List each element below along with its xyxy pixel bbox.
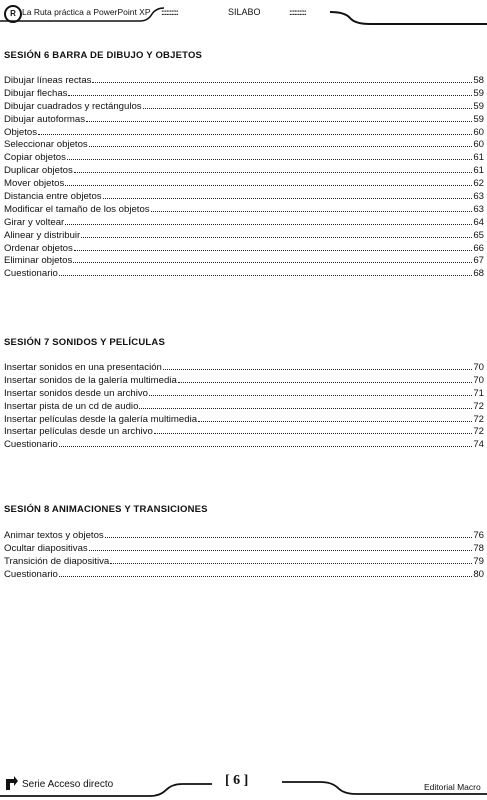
toc-entry-label: Dibujar cuadrados y rectángulos [4,100,142,112]
section-title: SESIÓN 6 BARRA DE DIBUJO Y OBJETOS [4,50,203,61]
header-dots-left: :::::::::: [161,8,178,17]
toc-entry-page: 67 [473,255,484,267]
logo-icon: R [4,5,22,23]
series-name: Serie Acceso directo [22,779,114,790]
toc-entry-label: Dibujar flechas [4,87,68,99]
toc-entry-label: Distancia entre objetos [4,191,102,203]
toc-entry-label: Mover objetos [4,178,65,190]
page-footer [0,770,487,800]
toc-entry-label: Girar y voltear [4,216,65,228]
toc-entry-page: 64 [473,216,484,228]
dot-leader [59,576,472,577]
toc-entry-page: 63 [473,191,484,203]
toc-entry [4,243,484,256]
toc-entry-page: 59 [473,87,484,99]
toc-entry [4,362,484,375]
dot-leader [178,382,473,383]
toc-list [4,75,484,281]
dot-leader [154,433,473,434]
toc-list [4,530,484,582]
toc-entry [4,375,484,388]
dot-leader [68,95,472,96]
toc-entry [4,127,484,140]
toc-entry-label: Insertar sonidos en una presentación [4,362,162,373]
toc-entry [4,388,484,401]
dot-leader [67,159,472,160]
toc-entry [4,543,484,556]
dot-leader [74,172,473,173]
dot-leader [103,198,473,199]
dot-leader [59,275,472,276]
toc-entry [4,152,484,165]
toc-entry [4,217,484,230]
section-title: SESIÓN 8 ANIMACIONES Y TRANSICIONES [4,504,208,515]
toc-entry [4,439,484,452]
toc-entry-page: 78 [473,542,484,554]
dot-leader [151,211,473,212]
section-7 [4,337,484,452]
arrow-icon [5,775,19,791]
toc-entry-page: 59 [473,100,484,112]
toc-entry [4,230,484,243]
toc-entry-label: Dibujar líneas rectas [4,75,92,86]
toc-entry-label: Modificar el tamaño de los objetos [4,203,150,215]
dot-leader [92,82,472,83]
dot-leader [139,408,472,409]
toc-entry-label: Ocultar diapositivas [4,542,88,554]
toc-entry-page: 72 [473,426,484,438]
dot-leader [65,224,472,225]
page-number: [ 6 ] [225,773,249,788]
toc-entry-label: Objetos [4,126,38,138]
toc-entry-label: Cuestionario [4,268,58,280]
toc-entry-page: 60 [473,126,484,138]
toc-entry-label: Insertar sonidos desde un archivo [4,387,148,399]
toc-entry [4,191,484,204]
dot-leader [110,563,472,564]
toc-entry [4,414,484,427]
toc-entry [4,255,484,268]
dot-leader [81,237,472,238]
toc-entry [4,401,484,414]
toc-list [4,362,484,452]
toc-entry-label: Dibujar autoformas [4,113,86,125]
toc-entry-page: 58 [473,75,484,86]
toc-entry-page: 72 [473,413,484,425]
toc-entry-page: 62 [473,178,484,190]
toc-entry [4,530,484,543]
dot-leader [143,108,473,109]
dot-leader [38,134,472,135]
toc-entry-label: Animar textos y objetos [4,530,104,541]
toc-entry-page: 71 [473,387,484,399]
toc-entry-page: 63 [473,203,484,215]
toc-entry [4,114,484,127]
header-dots-right: :::::::::: [289,8,306,17]
toc-entry-page: 74 [473,439,484,451]
toc-entry-page: 61 [473,165,484,177]
section-title: SESIÓN 7 SONIDOS Y PELÍCULAS [4,337,165,348]
toc-entry [4,268,484,281]
toc-entry [4,178,484,191]
dot-leader [89,550,473,551]
toc-entry-page: 79 [473,555,484,567]
section-8 [4,504,484,582]
toc-entry-page: 66 [473,242,484,254]
toc-entry [4,426,484,439]
book-title: La Ruta práctica a PowerPoint XP [22,7,151,17]
toc-entry [4,556,484,569]
toc-entry-page: 61 [473,152,484,164]
toc-entry-page: 72 [473,400,484,412]
dot-leader [198,421,472,422]
dot-leader [149,395,472,396]
dot-leader [74,250,473,251]
toc-entry-label: Transición de diapositiva [4,555,110,567]
toc-entry [4,139,484,152]
toc-entry-page: 65 [473,229,484,241]
toc-entry-page: 70 [473,362,484,373]
toc-entry [4,101,484,114]
toc-entry-page: 76 [473,530,484,541]
toc-entry-label: Ordenar objetos [4,242,73,254]
dot-leader [59,446,472,447]
publisher-name: Editorial Macro [424,782,481,792]
dot-leader [73,262,472,263]
toc-entry-label: Insertar pista de un cd de audio [4,400,139,412]
toc-entry [4,75,484,88]
toc-entry-label: Cuestionario [4,568,58,580]
toc-entry-page: 70 [473,374,484,386]
toc-entry-label: Duplicar objetos [4,165,73,177]
dot-leader [163,369,472,370]
dot-leader [86,121,472,122]
section-6 [4,50,484,281]
toc-entry-page: 80 [473,568,484,580]
toc-entry-page: 60 [473,139,484,151]
page-header [0,0,487,30]
toc-entry-page: 59 [473,113,484,125]
toc-entry [4,165,484,178]
dot-leader [89,146,473,147]
toc-entry [4,569,484,582]
toc-entry-label: Insertar sonidos de la galería multimedia [4,374,177,386]
dot-leader [65,185,472,186]
toc-entry-label: Insertar películas desde la galería multimedia [4,413,198,425]
toc-entry-label: Copiar objetos [4,152,66,164]
toc-entry-label: Insertar películas desde un archivo [4,426,153,438]
dot-leader [105,537,473,538]
toc-entry [4,204,484,217]
toc-entry-label: Alinear y distribuir [4,229,81,241]
toc-entry-label: Eliminar objetos [4,255,73,267]
toc-entry [4,88,484,101]
toc-entry-label: Seleccionar objetos [4,139,88,151]
toc-entry-label: Cuestionario [4,439,58,451]
toc-entry-page: 68 [473,268,484,280]
header-section-name: SILABO [228,7,261,17]
